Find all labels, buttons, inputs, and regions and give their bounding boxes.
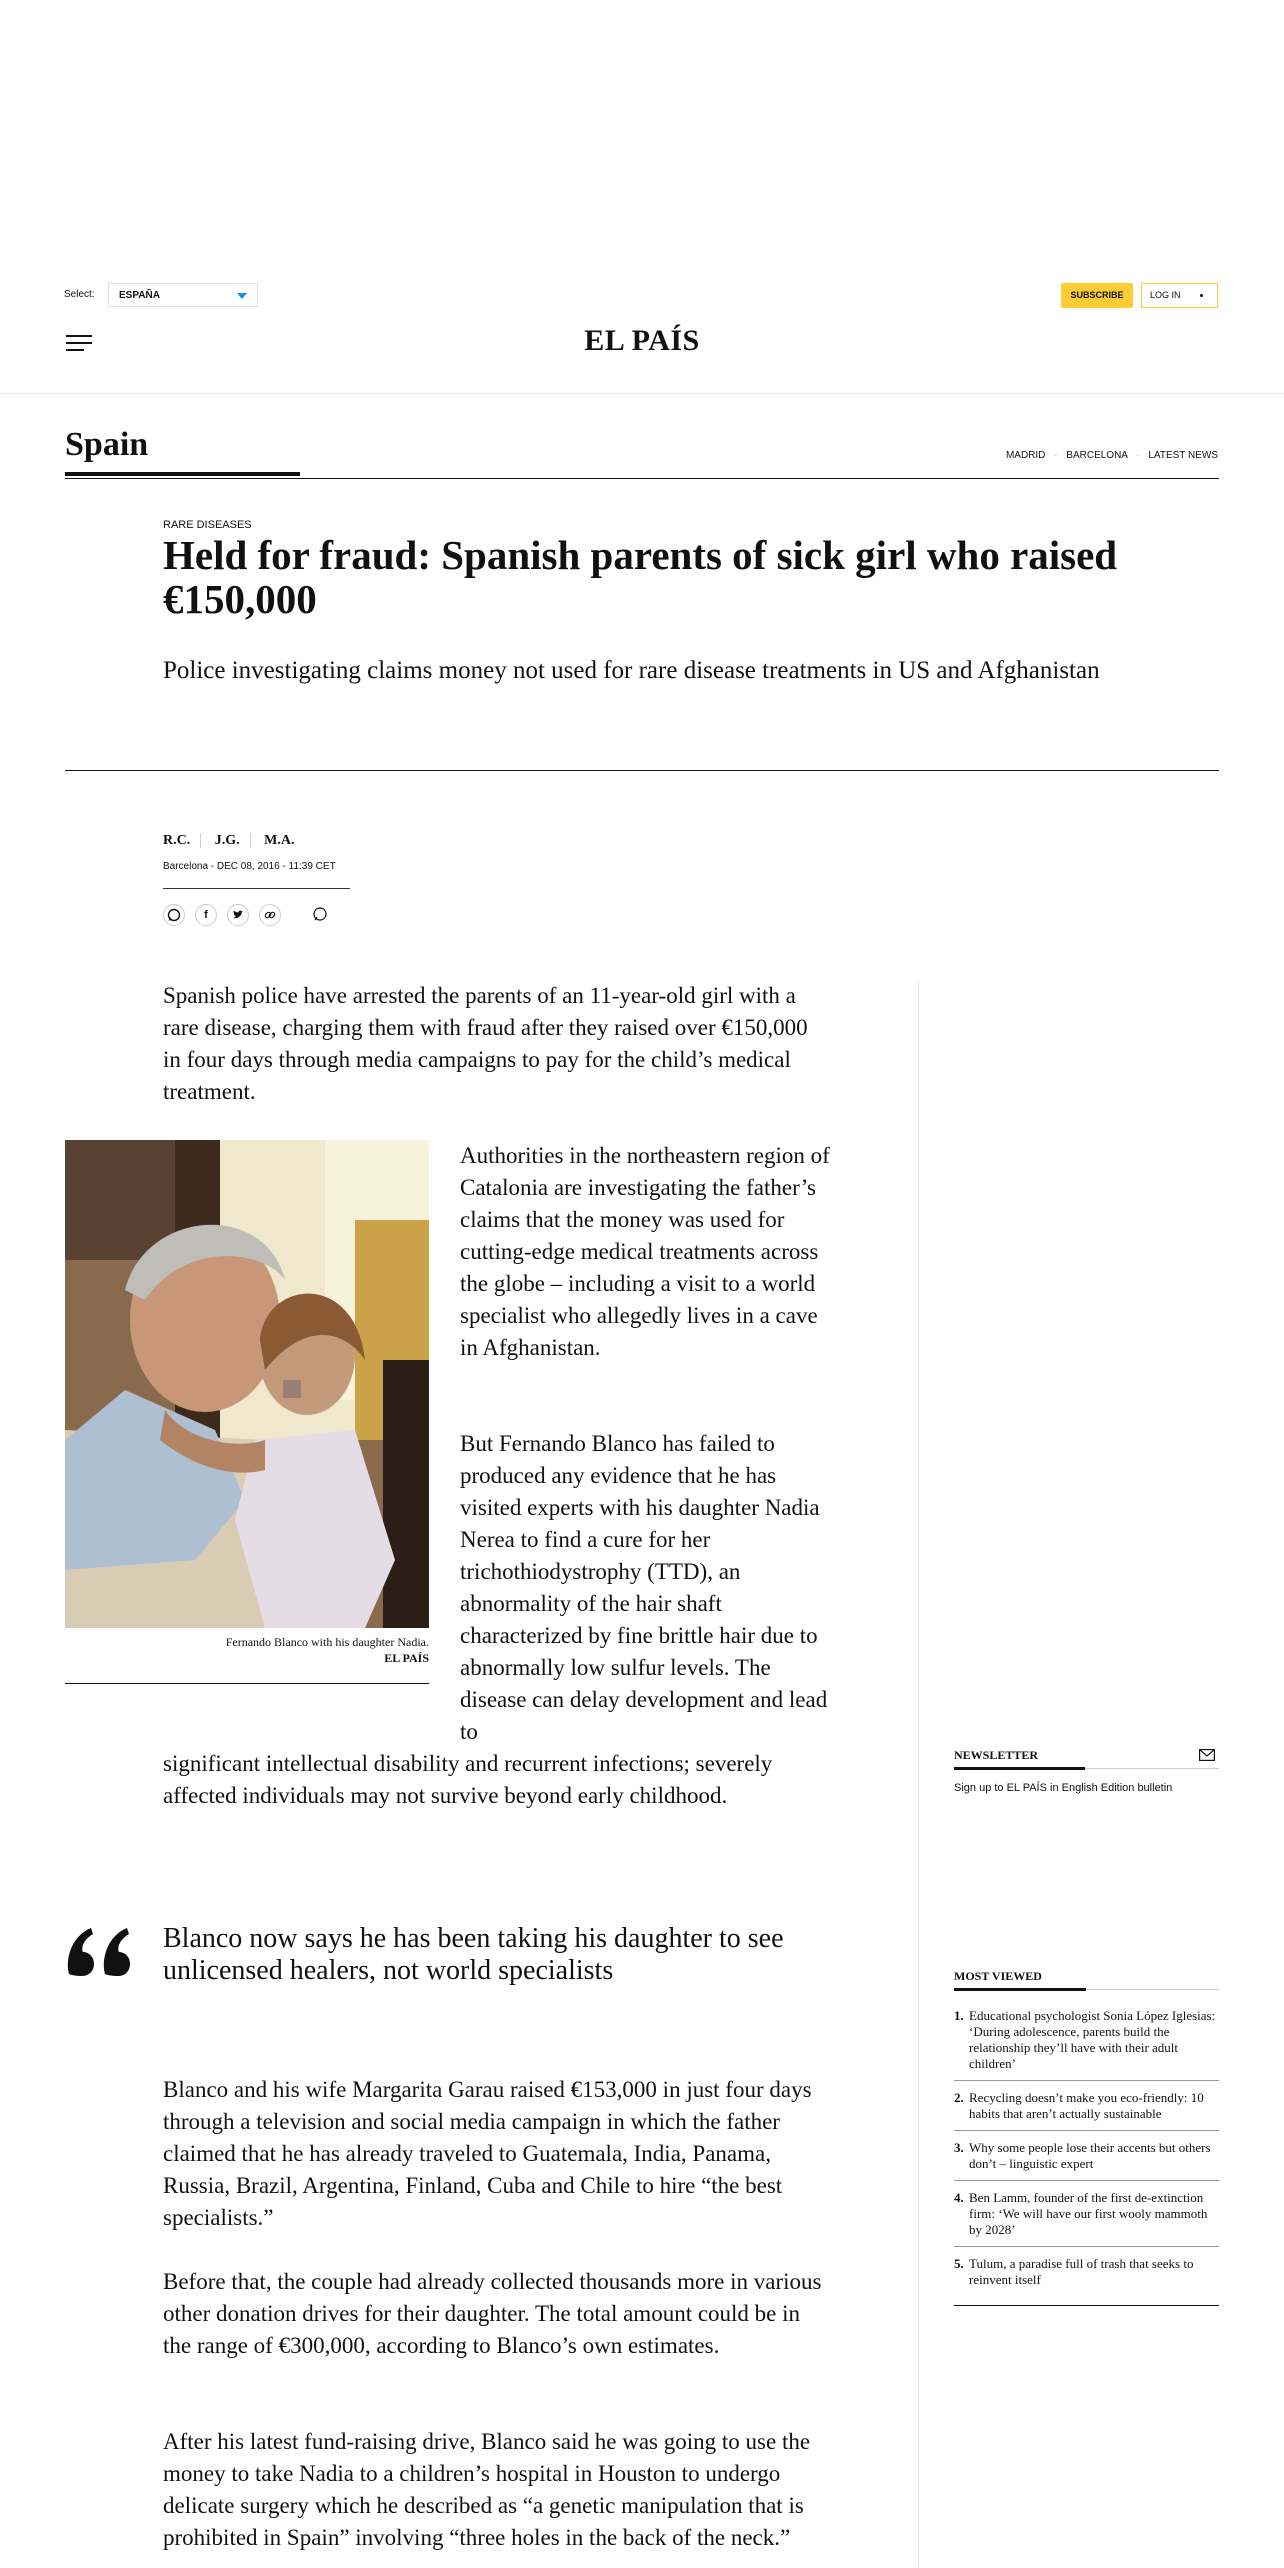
most-viewed-rank: 4. [954,2190,964,2205]
most-viewed-link[interactable]: Recycling doesn’t make you eco-friendly: 10 habits that aren’t actually sustainable [969,2090,1204,2121]
site-logo[interactable]: EL PAÍS [584,324,700,357]
section-link-latest-news[interactable]: LATEST NEWS [1148,450,1218,461]
most-viewed-rank: 3. [954,2140,964,2155]
most-viewed-underline [954,1988,1086,1991]
most-viewed-item[interactable] [954,2256,1219,2296]
chevron-down-icon [237,293,247,299]
sidebar-divider [918,980,919,2568]
twitter-icon[interactable] [227,904,249,926]
most-viewed-item[interactable] [954,2140,1219,2181]
article-subhead: Police investigating claims money not used for rare disease treatments in US and Afghanistan [163,657,1100,684]
newsletter-rule [1085,1768,1219,1769]
header-divider [0,393,1284,394]
separator: · [1054,450,1058,461]
section-links [1000,450,1218,461]
subscribe-button[interactable]: SUBSCRIBE [1061,283,1133,308]
article-paragraph: Spanish police have arrested the parents of an 11-year-old girl with a rare disease, charging them with fraud after they raised over €150,000 in four days through media campaigns to pay for the child’s medical treatment. [163,983,808,1104]
login-button[interactable] [1141,283,1218,308]
most-viewed-link[interactable]: Educational psychologist Sonia López Iglesias: ‘During adolescence, parents build the relationship they’ll have with their adult children’ [969,2008,1216,2071]
most-viewed-rank: 2. [954,2090,964,2105]
section-divider [65,478,1219,479]
article-paragraph: After his latest fund-raising drive, Blanco said he was going to use the money to take Nadia to a children’s hospital in Houston to undergo delicate surgery which he described as “a genetic manipulation that is prohibited in Spain” involving “three holes in the back of the neck.” [163,2429,811,2550]
newsletter-title: NEWSLETTER [954,1748,1039,1762]
article-paragraph: Before that, the couple had already collected thousands more in various other donation drives for their daughter. The total amount could be in the range of €300,000, according to Blanco’s own estimates. [163,2269,822,2358]
newsletter-signup-link[interactable]: Sign up to EL PAÍS in English Edition bulletin [954,1782,1173,1794]
most-viewed-item[interactable] [954,2090,1219,2131]
most-viewed-rank: 1. [954,2008,964,2023]
most-viewed-end-rule [954,2305,1219,2306]
most-viewed-link[interactable]: Why some people lose their accents but others don’t – linguistic expert [969,2140,1211,2171]
pull-quote: Blanco now says he has been taking his daughter to see unlicensed healers, not world specialists [163,1923,784,1986]
section-title[interactable]: Spain [65,426,149,463]
photo-caption-text: Fernando Blanco with his daughter Nadia. [225,1635,429,1649]
quote-mark-icon [63,1880,133,2000]
facebook-icon[interactable]: f [195,904,217,926]
most-viewed-link[interactable]: Tulum, a paradise full of trash that seeks to reinvent itself [969,2256,1194,2287]
envelope-icon[interactable] [1199,1748,1215,1760]
author-link[interactable]: J.G. [215,833,251,848]
comment-icon[interactable] [309,904,331,926]
most-viewed-link[interactable]: Ben Lamm, founder of the first de-extinction firm: ‘We will have our first wooly mammoth by 2028’ [969,2190,1208,2237]
most-viewed-title: MOST VIEWED [954,1969,1042,1983]
whatsapp-icon[interactable] [163,904,185,926]
edition-select-label: Select: [64,289,95,300]
newsletter-underline [954,1767,1085,1770]
article-kicker[interactable]: RARE DISEASES [163,519,252,531]
article-paragraph-continued: significant intellectual disability and recurrent infections; severely affected individuals may not survive beyond early childhood. [163,1751,773,1808]
byline-divider [163,888,350,889]
headline-divider [65,770,1219,771]
article-headline: Held for fraud: Spanish parents of sick girl who raised €150,000 [163,532,1118,622]
photo-credit: EL PAÍS [384,1651,429,1665]
edition-select-value: ESPAÑA [119,290,160,301]
most-viewed-rank: 5. [954,2256,964,2271]
most-viewed-item[interactable] [954,2008,1219,2081]
dropdown-dot-icon [1200,294,1203,297]
edition-select[interactable] [108,283,258,307]
article-paragraph: Authorities in the northeastern region of Catalonia are investigating the father’s claims that the money was used for cutting-edge medical treatments across the globe – including a visit to a world specialist who allegedly lives in a cave in Afghanistan. [460,1143,830,1360]
author-link[interactable]: R.C. [163,833,201,848]
author-link[interactable]: M.A. [264,833,295,848]
most-viewed-rule [1086,1989,1219,1990]
article-paragraph: But Fernando Blanco has failed to produced any evidence that he has visited experts with his daughter Nadia Nerea to find a cure for her trichothiodystrophy (TTD), an abnormality of the hair shaft characterized by fine brittle hair due to abnormally low sulfur levels. The disease can delay development and lead to [460,1431,828,1744]
section-link-barcelona[interactable]: BARCELONA [1066,450,1128,461]
article-paragraph: Blanco and his wife Margarita Garau raised €153,000 in just four days through a television and social media campaign in which the father claimed that he has already traveled to Guatemala, India, Panama, Russia, Brazil, Argentina, Finland, Cuba and Chile to hire “the best specialists.” [163,2077,812,2230]
link-icon[interactable] [259,904,281,926]
article-photo[interactable] [65,1140,429,1628]
photo-caption [65,1634,429,1666]
most-viewed-item[interactable] [954,2190,1219,2247]
article-authors [163,833,314,849]
article-dateline: Barcelona - DEC 08, 2016 - 11:39 CET [163,861,336,872]
section-link-madrid[interactable]: MADRID [1005,450,1046,461]
most-viewed-list [954,2008,1219,2306]
login-label: LOG IN [1150,290,1181,300]
separator: · [1136,450,1140,461]
section-underline [65,472,300,476]
caption-divider [65,1683,429,1684]
